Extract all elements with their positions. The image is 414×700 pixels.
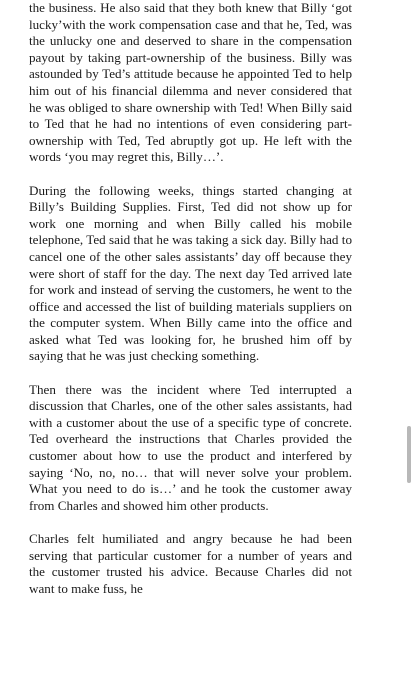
paragraph-1: the business. He also said that they both knew that Billy ‘got lucky’with the work compensation case and that he, Ted, was the unlucky one and deserved to share in the compensation payout by taking part-ownership of the business. Billy was astounded by Ted’s attitude because he appointed Ted to help him out of his financial dilemma and never considered that he was obliged to share ownership with Ted! When Billy said to Ted that he had no intentions of even considering part-ownership with Ted, Ted abruptly got up. He left with the words ‘you may regret this, Billy…’. <box>29 0 352 165</box>
paragraph-4: Charles felt humiliated and angry because he had been serving that particular customer for a number of years and the customer trusted his advice. Because Charles did not want to make fuss, he <box>29 531 352 596</box>
document-body <box>29 0 352 614</box>
paragraph-3: Then there was the incident where Ted interrupted a discussion that Charles, one of the other sales assistants, had with a customer about the use of a specific type of concrete. Ted overheard the instructions that Charles provided the customer about how to use the product and interfered by saying ‘No, no, no… that will never solve your problem. What you need to do is…’ and he took the customer away from Charles and showed him other products. <box>29 381 352 513</box>
vertical-scrollbar[interactable] <box>407 426 411 483</box>
paragraph-2: During the following weeks, things started changing at Billy’s Building Supplies. First, Ted did not show up for work one morning and when Billy called his mobile telephone, Ted said that he was taking a sick day. Billy had to cancel one of the other sales assistants’ day off because they were short of staff for the day. The next day Ted arrived late for work and instead of serving the customers, he went to the office and accessed the list of building materials suppliers on the computer system. When Billy came into the office and asked what Ted was looking for, he brushed him off by saying that he was just checking something. <box>29 182 352 364</box>
